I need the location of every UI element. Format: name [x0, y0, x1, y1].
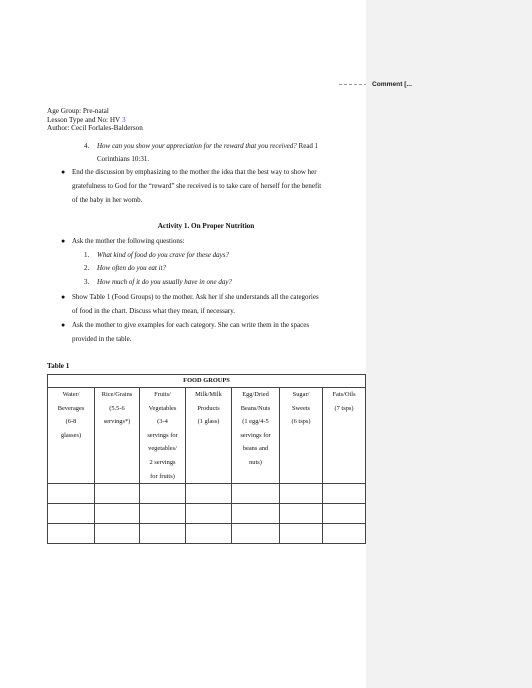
comment-title: Comment [... — [372, 81, 412, 88]
empty-input-cell[interactable] — [186, 484, 232, 504]
table-row-empty — [48, 524, 366, 544]
bullet-dot: ● — [61, 237, 66, 245]
table-row-empty — [48, 484, 366, 504]
question-1-number: 1. — [84, 251, 90, 259]
end-bullet-line-3: of the baby in her womb. — [72, 196, 143, 204]
food-group-cell — [140, 388, 186, 484]
table-row-empty — [48, 504, 366, 524]
empty-input-cell[interactable] — [232, 524, 280, 544]
bullet-dot: ● — [61, 168, 66, 176]
lesson-type-label: Lesson Type and No: HV — [47, 115, 121, 124]
empty-input-cell[interactable] — [232, 504, 280, 524]
question-4-read: Read 1 — [296, 142, 319, 150]
food-group-line: Beans/Nuts — [240, 404, 271, 412]
food-group-line: Fats/Oils — [332, 391, 356, 398]
food-group-cell — [323, 388, 366, 484]
food-group-line: (1 egg/4-5 — [242, 418, 269, 426]
food-group-line: for fruits) — [150, 472, 175, 480]
food-group-line: Milk/Milk — [195, 391, 222, 398]
empty-input-cell[interactable] — [232, 484, 280, 504]
activity-title: Activity 1. On Proper Nutrition — [157, 222, 255, 230]
lesson-header — [47, 107, 143, 133]
food-group-cell — [48, 388, 95, 484]
food-group-line: Water/ — [62, 391, 80, 398]
end-bullet-line-1: End the discussion by emphasizing to the mother the idea that the best way to show her — [72, 168, 317, 176]
food-group-line: glasses) — [60, 431, 82, 439]
food-group-cell — [232, 388, 280, 484]
food-group-line: (6-8 — [65, 418, 77, 426]
bullet-dot: ● — [61, 321, 66, 329]
bullet-dot: ● — [61, 293, 66, 301]
empty-input-cell[interactable] — [280, 524, 323, 544]
empty-input-cell[interactable] — [48, 524, 95, 544]
end-bullet-line-2: gratefulness to God for the “reward” she received is to take care of herself for the benefit — [72, 182, 322, 190]
food-group-line: Egg/Dried — [242, 391, 269, 398]
empty-input-cell[interactable] — [95, 504, 140, 524]
ask-intro: Ask the mother the following questions: — [72, 237, 185, 245]
question-4-text-cont: Corinthians 10:31. — [97, 155, 150, 163]
question-4-italic: How can you show your appreciation for the reward that you received? — [97, 142, 297, 150]
food-group-line: beans and — [242, 445, 269, 453]
food-group-cell — [280, 388, 323, 484]
table-header: FOOD GROUPS — [48, 375, 366, 388]
empty-input-cell[interactable] — [280, 484, 323, 504]
food-group-line: Sweets — [291, 404, 311, 412]
empty-input-cell[interactable] — [140, 504, 186, 524]
food-group-line: nuts) — [249, 458, 262, 466]
food-group-line: (5.5-6 — [109, 404, 125, 412]
question-4-number: 4. — [84, 142, 90, 150]
empty-input-cell[interactable] — [323, 484, 366, 504]
examples-line-1: Ask the mother to give examples for each category. She can write them in the spaces — [72, 321, 310, 329]
food-group-line: (6 tsps) — [291, 418, 311, 426]
empty-input-cell[interactable] — [280, 504, 323, 524]
empty-input-cell[interactable] — [186, 524, 232, 544]
question-1-text: What kind of food do you crave for these days? — [97, 251, 230, 259]
lesson-type-line — [47, 116, 143, 125]
comment-pane — [366, 0, 532, 688]
table-label: Table 1 — [47, 362, 70, 370]
food-group-cell — [186, 388, 232, 484]
food-group-line: Fruits/ — [154, 391, 171, 398]
empty-input-cell[interactable] — [48, 484, 95, 504]
food-group-line: Sugar/ — [292, 391, 310, 398]
food-group-line: Vegetables — [148, 404, 177, 412]
food-group-line: vegetables/ — [148, 445, 177, 453]
question-3-text: How much of it do you usually have in one day? — [97, 278, 232, 286]
author-line: Author: Cecil Forlales-Balderson — [47, 124, 143, 133]
food-group-line: (7 tsps) — [334, 404, 354, 412]
food-group-line: servings*) — [103, 418, 131, 426]
food-groups-table — [47, 374, 366, 544]
food-group-line: servings for — [240, 431, 271, 439]
age-group-line: Age Group: Pre-natal — [47, 107, 109, 115]
empty-input-cell[interactable] — [95, 484, 140, 504]
show-table-line-1: Show Table 1 (Food Groups) to the mother. Ask her if she understands all the categories — [72, 293, 319, 301]
question-3-number: 3. — [84, 278, 90, 286]
food-group-line: Rice/Grains — [101, 391, 133, 398]
show-table-line-2: of food in the chart. Discuss what they mean, if necessary. — [72, 307, 236, 315]
empty-input-cell[interactable] — [48, 504, 95, 524]
food-group-line: Beverages — [57, 404, 85, 412]
food-group-line: (1 glass) — [197, 418, 220, 426]
empty-input-cell[interactable] — [186, 504, 232, 524]
empty-input-cell[interactable] — [323, 504, 366, 524]
empty-input-cell[interactable] — [140, 524, 186, 544]
food-group-line: 2 servings — [149, 458, 176, 466]
lesson-number: 3 — [122, 115, 126, 124]
examples-line-2: provided in the table. — [72, 335, 132, 343]
food-group-line: servings for — [147, 431, 178, 439]
question-2-text: How often do you eat it? — [97, 264, 167, 272]
empty-input-cell[interactable] — [140, 484, 186, 504]
empty-input-cell[interactable] — [323, 524, 366, 544]
question-4-text — [97, 142, 318, 151]
question-2-number: 2. — [84, 264, 90, 272]
food-group-line: (3-4 — [157, 418, 168, 426]
food-group-cell — [95, 388, 140, 484]
empty-input-cell[interactable] — [95, 524, 140, 544]
food-group-line: Products — [197, 404, 220, 412]
table-row — [48, 388, 366, 484]
